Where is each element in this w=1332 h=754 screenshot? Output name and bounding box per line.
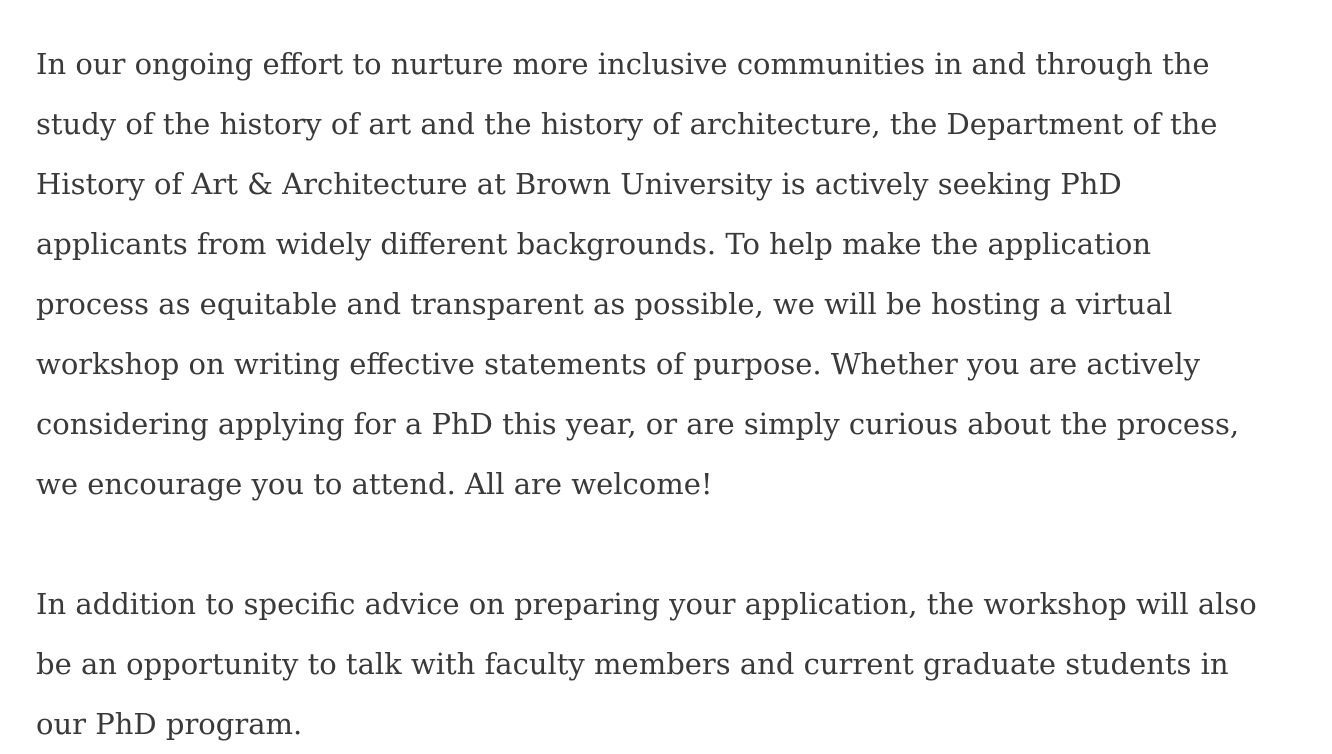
workshop-details-paragraph: In addition to specific advice on preparing your application, the workshop will also be an opportunity to talk with faculty members and current graduate students in our PhD program. [36,587,1257,741]
intro-paragraph: In our ongoing effort to nurture more inclusive communities in and through the study of the history of art and the history of architecture, the Department of the History of Art & Architecture at Brown University is actively seeking PhD applicants from widely different backgrounds. To help make the application process as equitable and transparent as possible, we will be hosting a virtual workshop on writing effective statements of purpose. Whether you are actively considering applying for a PhD this year, or are simply curious about the process, we encourage you to attend. All are welcome! [36,47,1240,501]
article-body [36,34,1272,754]
